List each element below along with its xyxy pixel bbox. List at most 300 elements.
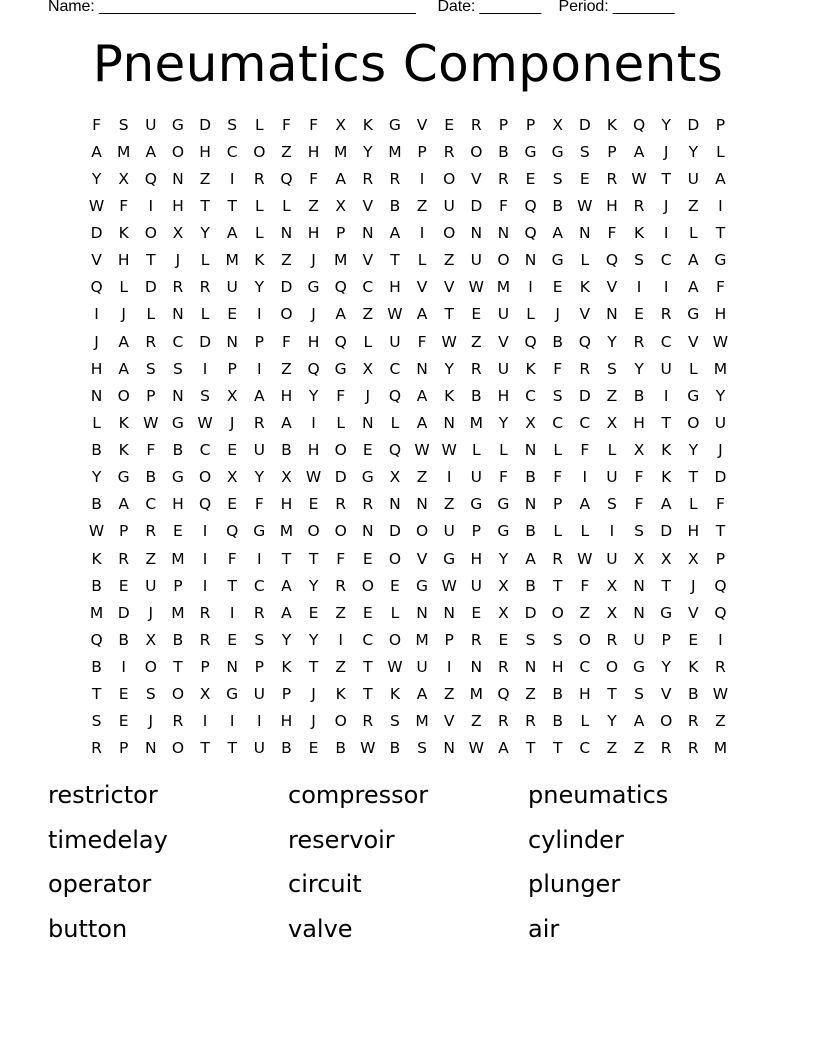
grid-cell[interactable]: N xyxy=(633,576,645,595)
grid-cell[interactable]: J xyxy=(121,305,126,324)
grid-cell[interactable]: M xyxy=(713,359,728,378)
grid-cell[interactable]: Q xyxy=(280,169,293,188)
grid-cell[interactable]: A xyxy=(91,142,102,161)
grid-cell[interactable]: N xyxy=(524,658,537,677)
grid-cell[interactable]: V xyxy=(362,196,374,215)
grid-cell[interactable]: U xyxy=(470,251,482,270)
grid-cell[interactable]: I xyxy=(257,549,262,568)
grid-cell[interactable]: Q xyxy=(578,332,591,351)
grid-cell[interactable]: Z xyxy=(525,685,536,704)
grid-cell[interactable]: D xyxy=(578,115,591,134)
grid-cell[interactable]: Q xyxy=(388,386,402,405)
grid-cell[interactable]: I xyxy=(446,658,452,677)
grid-cell[interactable]: I xyxy=(419,224,425,243)
grid-cell[interactable]: K xyxy=(281,658,292,677)
grid-cell[interactable]: M xyxy=(334,251,348,270)
grid-cell[interactable]: O xyxy=(334,441,347,460)
grid-cell[interactable]: W xyxy=(305,468,322,487)
grid-cell[interactable]: S xyxy=(145,685,156,704)
grid-cell[interactable]: Z xyxy=(145,549,157,568)
grid-cell[interactable]: O xyxy=(144,658,157,677)
grid-cell[interactable]: V xyxy=(416,115,428,134)
grid-cell[interactable]: B xyxy=(145,468,157,487)
grid-cell[interactable]: L xyxy=(553,441,562,460)
grid-cell[interactable]: F xyxy=(417,332,427,351)
grid-cell[interactable]: I xyxy=(257,359,262,378)
grid-cell[interactable]: G xyxy=(470,495,483,514)
grid-cell[interactable]: L xyxy=(390,603,400,622)
grid-cell[interactable]: R xyxy=(660,739,672,758)
grid-cell[interactable]: X xyxy=(362,359,374,378)
grid-cell[interactable]: E xyxy=(525,169,536,188)
grid-cell[interactable]: N xyxy=(579,224,591,243)
grid-cell[interactable]: U xyxy=(253,739,265,758)
grid-cell[interactable]: A xyxy=(660,495,672,514)
grid-cell[interactable]: N xyxy=(280,224,293,243)
grid-cell[interactable]: K xyxy=(362,115,373,134)
grid-cell[interactable]: S xyxy=(607,359,617,378)
grid-cell[interactable]: G xyxy=(687,386,700,405)
grid-cell[interactable]: G xyxy=(226,685,239,704)
grid-cell[interactable]: S xyxy=(173,359,183,378)
grid-cell[interactable]: J xyxy=(94,332,99,351)
grid-cell[interactable]: T xyxy=(281,549,292,568)
grid-cell[interactable]: Z xyxy=(606,739,618,758)
grid-cell[interactable]: T xyxy=(661,413,671,432)
grid-cell[interactable]: T xyxy=(363,658,373,677)
grid-cell[interactable]: F xyxy=(309,169,319,188)
grid-cell[interactable]: A xyxy=(416,386,428,405)
grid-cell[interactable]: H xyxy=(687,522,700,541)
grid-cell[interactable]: B xyxy=(552,332,563,351)
grid-cell[interactable]: T xyxy=(661,169,671,188)
grid-cell[interactable]: T xyxy=(688,468,699,487)
grid-cell[interactable]: A xyxy=(525,549,536,568)
grid-cell[interactable]: M xyxy=(89,603,104,622)
grid-cell[interactable]: Z xyxy=(281,142,292,161)
grid-cell[interactable]: F xyxy=(227,549,237,568)
grid-cell[interactable]: P xyxy=(607,142,617,161)
grid-cell[interactable]: H xyxy=(714,305,727,324)
grid-cell[interactable]: P xyxy=(661,630,671,649)
grid-cell[interactable]: C xyxy=(253,576,265,595)
grid-cell[interactable]: N xyxy=(443,739,455,758)
grid-cell[interactable]: E xyxy=(498,630,509,649)
grid-cell[interactable]: M xyxy=(713,739,728,758)
grid-cell[interactable]: H xyxy=(280,495,293,514)
grid-cell[interactable]: I xyxy=(663,224,669,243)
grid-cell[interactable]: L xyxy=(146,305,156,324)
grid-cell[interactable]: O xyxy=(660,712,673,731)
grid-cell[interactable]: U xyxy=(470,576,482,595)
grid-cell[interactable]: G xyxy=(443,549,456,568)
grid-cell[interactable]: U xyxy=(497,359,510,378)
grid-cell[interactable]: K xyxy=(525,359,536,378)
grid-cell[interactable]: B xyxy=(525,468,536,487)
grid-cell[interactable]: Y xyxy=(444,359,454,378)
grid-cell[interactable]: R xyxy=(145,332,157,351)
grid-cell[interactable]: K xyxy=(254,251,265,270)
grid-cell[interactable]: X xyxy=(199,685,211,704)
grid-cell[interactable]: I xyxy=(311,413,316,432)
grid-cell[interactable]: R xyxy=(498,169,509,188)
grid-cell[interactable]: E xyxy=(118,712,129,731)
grid-cell[interactable]: A xyxy=(552,224,563,243)
grid-cell[interactable]: P xyxy=(715,549,726,568)
grid-cell[interactable]: A xyxy=(118,495,129,514)
grid-cell[interactable]: P xyxy=(471,522,481,541)
grid-cell[interactable]: I xyxy=(257,712,262,731)
grid-cell[interactable]: R xyxy=(172,278,184,297)
grid-cell[interactable]: A xyxy=(416,685,428,704)
grid-cell[interactable]: S xyxy=(552,630,563,649)
grid-cell[interactable]: B xyxy=(281,739,292,758)
grid-cell[interactable]: K xyxy=(633,224,645,243)
grid-cell[interactable]: F xyxy=(715,278,725,297)
grid-cell[interactable]: J xyxy=(663,196,669,215)
grid-cell[interactable]: C xyxy=(145,495,157,514)
grid-cell[interactable]: V xyxy=(688,332,699,351)
grid-cell[interactable]: M xyxy=(334,142,348,161)
grid-cell[interactable]: U xyxy=(253,441,265,460)
grid-cell[interactable]: R xyxy=(660,305,672,324)
grid-cell[interactable]: Q xyxy=(198,495,212,514)
grid-cell[interactable]: P xyxy=(119,739,129,758)
grid-cell[interactable]: O xyxy=(361,576,374,595)
grid-cell[interactable]: G xyxy=(714,251,727,270)
grid-cell[interactable]: A xyxy=(688,251,699,270)
grid-cell[interactable]: J xyxy=(691,576,696,595)
grid-cell[interactable]: L xyxy=(336,413,345,432)
grid-cell[interactable]: U xyxy=(253,685,265,704)
grid-cell[interactable]: U xyxy=(606,549,618,568)
grid-cell[interactable]: J xyxy=(555,305,560,324)
grid-cell[interactable]: L xyxy=(526,305,535,324)
grid-cell[interactable]: W xyxy=(387,305,403,324)
grid-cell[interactable]: D xyxy=(334,468,347,487)
grid-cell[interactable]: Y xyxy=(715,386,726,405)
grid-cell[interactable]: Z xyxy=(633,739,645,758)
grid-cell[interactable]: F xyxy=(553,468,563,487)
grid-cell[interactable]: Z xyxy=(335,658,346,677)
grid-cell[interactable]: U xyxy=(389,332,401,351)
grid-cell[interactable]: H xyxy=(470,549,483,568)
grid-cell[interactable]: M xyxy=(171,603,185,622)
grid-cell[interactable]: L xyxy=(200,305,210,324)
grid-cell[interactable]: Q xyxy=(524,224,537,243)
grid-cell[interactable]: O xyxy=(171,142,185,161)
grid-cell[interactable]: U xyxy=(714,413,727,432)
grid-cell[interactable]: W xyxy=(468,278,484,297)
grid-cell[interactable]: P xyxy=(146,386,156,405)
grid-cell[interactable]: A xyxy=(633,142,645,161)
grid-cell[interactable]: K xyxy=(91,549,102,568)
grid-cell[interactable]: R xyxy=(362,495,374,514)
grid-cell[interactable]: T xyxy=(363,685,373,704)
grid-cell[interactable]: J xyxy=(311,685,316,704)
grid-cell[interactable]: R xyxy=(525,712,536,731)
grid-cell[interactable]: D xyxy=(280,278,293,297)
grid-cell[interactable]: U xyxy=(145,576,157,595)
grid-cell[interactable]: U xyxy=(443,522,455,541)
grid-cell[interactable]: F xyxy=(336,386,346,405)
grid-cell[interactable]: E xyxy=(579,169,590,188)
grid-cell[interactable]: O xyxy=(117,386,130,405)
grid-cell[interactable]: J xyxy=(663,142,669,161)
grid-cell[interactable]: Q xyxy=(334,278,347,297)
grid-cell[interactable]: X xyxy=(633,549,645,568)
grid-cell[interactable]: N xyxy=(416,495,428,514)
grid-cell[interactable]: G xyxy=(361,468,374,487)
grid-cell[interactable]: M xyxy=(415,630,429,649)
period-blank[interactable]: _______ xyxy=(608,0,675,15)
grid-cell[interactable]: F xyxy=(580,441,590,460)
grid-cell[interactable]: M xyxy=(279,522,294,541)
grid-cell[interactable]: R xyxy=(362,169,374,188)
grid-cell[interactable]: W xyxy=(712,332,729,351)
grid-cell[interactable]: H xyxy=(280,712,293,731)
grid-cell[interactable]: S xyxy=(118,115,129,134)
grid-cell[interactable]: H xyxy=(280,386,293,405)
grid-cell[interactable]: N xyxy=(389,495,401,514)
grid-cell[interactable]: N xyxy=(416,359,428,378)
grid-cell[interactable]: N xyxy=(362,413,374,432)
grid-cell[interactable]: B xyxy=(91,658,102,677)
grid-cell[interactable]: N xyxy=(362,224,374,243)
grid-cell[interactable]: D xyxy=(578,386,591,405)
grid-cell[interactable]: X xyxy=(606,576,618,595)
grid-cell[interactable]: S xyxy=(254,630,265,649)
grid-cell[interactable]: A xyxy=(254,386,265,405)
grid-cell[interactable]: N xyxy=(524,495,537,514)
grid-cell[interactable]: I xyxy=(257,305,262,324)
grid-cell[interactable]: G xyxy=(497,522,510,541)
grid-cell[interactable]: S xyxy=(634,251,644,270)
grid-cell[interactable]: S xyxy=(417,739,427,758)
grid-cell[interactable]: X xyxy=(688,549,699,568)
grid-cell[interactable]: G xyxy=(388,115,401,134)
grid-cell[interactable]: D xyxy=(524,603,537,622)
grid-cell[interactable]: Z xyxy=(416,468,428,487)
grid-cell[interactable]: E xyxy=(308,739,319,758)
grid-cell[interactable]: K xyxy=(444,386,455,405)
grid-cell[interactable]: X xyxy=(606,603,618,622)
grid-cell[interactable]: X xyxy=(335,196,346,215)
grid-cell[interactable]: H xyxy=(117,251,130,270)
grid-cell[interactable]: E xyxy=(118,685,129,704)
grid-cell[interactable]: M xyxy=(388,142,402,161)
grid-cell[interactable]: B xyxy=(525,576,536,595)
grid-cell[interactable]: V xyxy=(443,712,455,731)
grid-cell[interactable]: E xyxy=(552,278,563,297)
grid-cell[interactable]: E xyxy=(227,305,238,324)
grid-cell[interactable]: R xyxy=(389,169,401,188)
grid-cell[interactable]: R xyxy=(199,630,211,649)
grid-cell[interactable]: W xyxy=(88,196,105,215)
grid-cell[interactable]: I xyxy=(202,576,208,595)
grid-cell[interactable]: H xyxy=(307,224,320,243)
grid-cell[interactable]: G xyxy=(416,576,429,595)
grid-cell[interactable]: H xyxy=(172,196,184,215)
grid-cell[interactable]: I xyxy=(636,278,642,297)
grid-cell[interactable]: V xyxy=(579,305,591,324)
grid-cell[interactable]: U xyxy=(687,169,699,188)
grid-cell[interactable]: T xyxy=(552,576,563,595)
grid-cell[interactable]: Y xyxy=(91,169,102,188)
grid-cell[interactable]: Q xyxy=(714,603,727,622)
grid-cell[interactable]: T xyxy=(715,224,726,243)
grid-cell[interactable]: Y xyxy=(634,359,644,378)
grid-cell[interactable]: R xyxy=(145,522,157,541)
grid-cell[interactable]: L xyxy=(282,196,291,215)
grid-cell[interactable]: I xyxy=(419,169,425,188)
grid-cell[interactable]: B xyxy=(552,685,563,704)
grid-cell[interactable]: R xyxy=(172,712,184,731)
grid-cell[interactable]: R xyxy=(498,658,509,677)
grid-cell[interactable]: X xyxy=(389,468,401,487)
grid-cell[interactable]: M xyxy=(469,685,483,704)
grid-cell[interactable]: Y xyxy=(498,549,509,568)
grid-cell[interactable]: G xyxy=(171,115,184,134)
grid-cell[interactable]: T xyxy=(390,251,400,270)
grid-cell[interactable]: B xyxy=(633,386,645,405)
grid-cell[interactable]: W xyxy=(360,739,376,758)
grid-cell[interactable]: U xyxy=(443,196,455,215)
grid-cell[interactable]: W xyxy=(387,658,403,677)
grid-cell[interactable]: E xyxy=(688,630,699,649)
grid-cell[interactable]: P xyxy=(498,115,509,134)
grid-cell[interactable]: W xyxy=(468,739,484,758)
grid-cell[interactable]: Q xyxy=(524,332,537,351)
grid-cell[interactable]: L xyxy=(580,251,590,270)
grid-cell[interactable]: L xyxy=(390,413,400,432)
grid-cell[interactable]: Z xyxy=(308,196,319,215)
grid-cell[interactable]: T xyxy=(173,658,183,677)
grid-cell[interactable]: N xyxy=(172,386,184,405)
grid-cell[interactable]: Z xyxy=(606,386,618,405)
grid-cell[interactable]: E xyxy=(308,495,319,514)
grid-cell[interactable]: T xyxy=(607,685,617,704)
grid-cell[interactable]: X xyxy=(226,468,238,487)
grid-cell[interactable]: T xyxy=(308,549,319,568)
grid-cell[interactable]: T xyxy=(227,196,237,215)
grid-cell[interactable]: O xyxy=(388,549,402,568)
grid-cell[interactable]: Z xyxy=(443,685,455,704)
grid-cell[interactable]: X xyxy=(498,576,509,595)
grid-cell[interactable]: C xyxy=(389,359,401,378)
grid-cell[interactable]: N xyxy=(226,332,238,351)
grid-cell[interactable]: F xyxy=(119,196,129,215)
grid-cell[interactable]: R xyxy=(443,142,455,161)
grid-cell[interactable]: H xyxy=(199,142,211,161)
grid-cell[interactable]: B xyxy=(389,739,401,758)
grid-cell[interactable]: Y xyxy=(661,115,671,134)
grid-cell[interactable]: C xyxy=(525,386,536,405)
grid-cell[interactable]: B xyxy=(281,441,292,460)
grid-cell[interactable]: N xyxy=(606,305,618,324)
grid-cell[interactable]: O xyxy=(497,251,510,270)
grid-cell[interactable]: O xyxy=(334,712,347,731)
grid-cell[interactable]: R xyxy=(470,359,482,378)
grid-cell[interactable]: N xyxy=(470,658,483,677)
grid-cell[interactable]: P xyxy=(281,685,292,704)
grid-cell[interactable]: Z xyxy=(335,603,346,622)
grid-cell[interactable]: H xyxy=(307,332,320,351)
grid-cell[interactable]: F xyxy=(92,115,102,134)
grid-cell[interactable]: O xyxy=(144,224,157,243)
grid-cell[interactable]: S xyxy=(552,169,563,188)
grid-cell[interactable]: Z xyxy=(362,305,374,324)
grid-cell[interactable]: F xyxy=(309,115,319,134)
grid-cell[interactable]: K xyxy=(688,658,699,677)
grid-cell[interactable]: J xyxy=(311,305,316,324)
grid-cell[interactable]: W xyxy=(441,332,457,351)
grid-cell[interactable]: R xyxy=(687,739,699,758)
grid-cell[interactable]: I xyxy=(148,196,154,215)
grid-cell[interactable]: K xyxy=(661,441,672,460)
grid-cell[interactable]: L xyxy=(363,332,373,351)
grid-cell[interactable]: R xyxy=(199,278,211,297)
grid-cell[interactable]: K xyxy=(335,685,346,704)
grid-cell[interactable]: T xyxy=(146,251,156,270)
grid-cell[interactable]: L xyxy=(254,224,264,243)
grid-cell[interactable]: H xyxy=(497,386,510,405)
grid-cell[interactable]: O xyxy=(171,685,185,704)
grid-cell[interactable]: G xyxy=(497,495,510,514)
grid-cell[interactable]: K xyxy=(389,685,401,704)
grid-cell[interactable]: G xyxy=(551,142,564,161)
grid-cell[interactable]: I xyxy=(121,658,126,677)
grid-cell[interactable]: F xyxy=(254,495,264,514)
grid-cell[interactable]: I xyxy=(229,169,235,188)
grid-cell[interactable]: R xyxy=(687,712,699,731)
grid-cell[interactable]: I xyxy=(202,712,208,731)
grid-cell[interactable]: B xyxy=(498,142,509,161)
grid-cell[interactable]: R xyxy=(91,739,102,758)
grid-cell[interactable]: M xyxy=(117,142,131,161)
grid-cell[interactable]: X xyxy=(633,441,645,460)
grid-cell[interactable]: P xyxy=(444,630,454,649)
grid-cell[interactable]: L xyxy=(417,251,427,270)
grid-cell[interactable]: K xyxy=(606,115,618,134)
grid-cell[interactable]: R xyxy=(253,413,265,432)
grid-cell[interactable]: U xyxy=(633,630,645,649)
grid-cell[interactable]: Y xyxy=(661,658,671,677)
grid-cell[interactable]: E xyxy=(362,441,373,460)
grid-cell[interactable]: G xyxy=(171,468,184,487)
grid-cell[interactable]: H xyxy=(578,685,591,704)
grid-cell[interactable]: J xyxy=(311,251,316,270)
grid-cell[interactable]: V xyxy=(91,251,102,270)
grid-cell[interactable]: Q xyxy=(388,441,402,460)
grid-cell[interactable]: A xyxy=(389,224,401,243)
grid-cell[interactable]: V xyxy=(606,278,618,297)
grid-cell[interactable]: W xyxy=(441,576,457,595)
grid-cell[interactable]: F xyxy=(607,224,617,243)
grid-cell[interactable]: N xyxy=(497,224,510,243)
grid-cell[interactable]: U xyxy=(470,468,482,487)
grid-cell[interactable]: R xyxy=(253,169,265,188)
grid-cell[interactable]: H xyxy=(389,278,401,297)
grid-cell[interactable]: R xyxy=(579,359,591,378)
grid-cell[interactable]: J xyxy=(311,712,316,731)
grid-cell[interactable]: O xyxy=(470,142,483,161)
grid-cell[interactable]: F xyxy=(634,495,644,514)
grid-cell[interactable]: N xyxy=(362,522,374,541)
grid-cell[interactable]: A xyxy=(416,413,428,432)
grid-cell[interactable]: O xyxy=(687,413,700,432)
grid-cell[interactable]: I xyxy=(718,196,723,215)
